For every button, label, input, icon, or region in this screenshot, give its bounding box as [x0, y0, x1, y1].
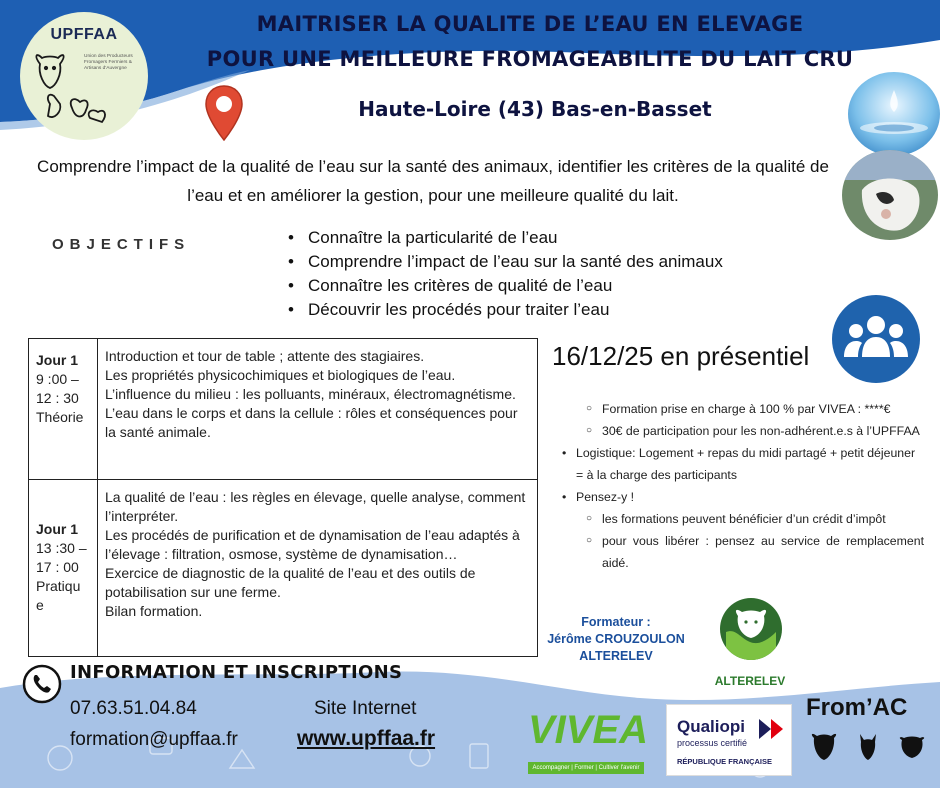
objectives-label: OBJECTIFS — [52, 236, 191, 253]
location-pin-icon — [203, 84, 245, 142]
people-group-icon — [832, 295, 920, 383]
location: Haute-Loire (43) Bas-en-Basset — [358, 97, 712, 121]
alterelev-name: ALTERELEV — [714, 674, 786, 688]
phone-icon — [22, 664, 62, 704]
cow-head-icon — [812, 734, 836, 760]
trainer-label: Formateur : — [581, 615, 651, 629]
list-item: • Connaître les critères de qualité de l’eau — [288, 274, 723, 298]
list-item: ○ pour vous libérer : pensez au service de remplacement aidé. — [560, 530, 924, 574]
vivea-wordmark: VIVEA — [528, 708, 649, 752]
objectives-list — [288, 226, 723, 322]
schedule-line: Exercice de diagnostic de la qualité de l’eau et des outils de potabilisation sur une ferme. — [105, 565, 476, 600]
intro-text: Comprendre l’impact de la qualité de l’eau sur la santé des animaux, identifier les critères de la qualité de l’eau et en améliorer la gestion, pour une meilleure qualité du lait. — [37, 157, 829, 205]
schedule-line: Les procédés de purification et de dynamisation de l’eau adaptés à l’élevage : filtration, osmose, système de dynamisation… — [105, 527, 520, 562]
trainer-org: ALTERELEV — [579, 649, 653, 663]
site-label: Site Internet — [314, 698, 417, 719]
title-line-2: POUR UNE MEILLEURE FROMAGEABILITE DU LAIT CRU — [206, 47, 854, 71]
vivea-tagline: Accompagner | Former | Cultiver l'avenir — [528, 762, 644, 774]
schedule-type: Théorie — [36, 409, 84, 425]
practical-info-list — [560, 398, 924, 574]
schedule-day: Jour 1 — [36, 521, 79, 537]
schedule-line: L’influence du milieu : les polluants, minéraux, électromagnétisme. — [105, 386, 516, 402]
qualiopi-logo — [666, 704, 792, 776]
schedule-time: 12 : 30 — [36, 390, 79, 406]
list-item: • Pensez-y ! — [560, 486, 924, 508]
list-item: ○ 30€ de participation pour les non-adhérent.e.s à l’UPFFAA — [560, 420, 924, 442]
water-splash-photo — [848, 72, 940, 156]
fromac-logo: From’AC — [806, 694, 908, 721]
fromac-animals-icon — [808, 728, 934, 764]
schedule-time: 9 :00 – — [36, 371, 79, 387]
goat-head-icon — [860, 734, 876, 760]
schedule-line: L’eau dans le corps et dans la cellule : rôles et conséquences pour la santé animale. — [105, 405, 518, 440]
list-item: • Logistique: Logement + repas du midi partagé + petit déjeuner = à la charge des participants — [560, 442, 924, 486]
trainer-name: Jérôme CROUZOULON — [547, 632, 685, 646]
schedule-time: 17 : 00 — [36, 559, 79, 575]
title-line-1: MAITRISER LA QUALITE DE L’EAU EN ELEVAGE — [256, 12, 804, 36]
schedule-day-cell — [29, 480, 98, 657]
list-item: • Découvrir les procédés pour traiter l’eau — [288, 298, 723, 322]
schedule-table — [28, 338, 538, 657]
schedule-day-cell — [29, 339, 98, 480]
list-item: ○ Formation prise en charge à 100 % par VIVEA : ****€ — [560, 398, 924, 420]
site-link[interactable]: www.upffaa.fr — [297, 727, 436, 750]
logo-name: UPFFAA — [50, 26, 118, 43]
list-item: • Comprendre l’impact de l’eau sur la santé des animaux — [288, 250, 723, 274]
cow-photo — [842, 150, 938, 240]
contact-heading: INFORMATION ET INSCRIPTIONS — [70, 662, 403, 683]
schedule-type: e — [36, 597, 44, 613]
contact-phone[interactable]: 07.63.51.04.84 — [70, 698, 197, 719]
qualiopi-arrows-icon — [759, 719, 787, 739]
schedule-desc-cell — [98, 339, 538, 480]
schedule-line: La qualité de l’eau : les règles en élevage, quelle analyse, comment l’interpréter. — [105, 489, 526, 524]
session-date: 16/12/25 en présentiel — [552, 341, 810, 371]
schedule-line: Les propriétés physicochimiques et biologiques de l’eau. — [105, 367, 456, 383]
table-row — [29, 480, 538, 657]
schedule-type: Pratiqu — [36, 578, 81, 594]
list-item: ○ les formations peuvent bénéficier d’un crédit d’impôt — [560, 508, 924, 530]
schedule-day: Jour 1 — [36, 352, 79, 368]
qualiopi-name: Qualiopi — [677, 717, 745, 736]
schedule-line: Bilan formation. — [105, 603, 203, 619]
table-row — [29, 339, 538, 480]
qualiopi-republic: RÉPUBLIQUE FRANÇAISE — [677, 757, 773, 766]
schedule-line: Introduction et tour de table ; attente des stagiaires. — [105, 348, 425, 364]
list-item: • Connaître la particularité de l’eau — [288, 226, 723, 250]
vivea-logo — [528, 700, 649, 780]
contact-email[interactable]: formation@upffaa.fr — [70, 729, 238, 750]
qualiopi-subtitle: processus certifié — [677, 738, 748, 748]
schedule-time: 13 :30 – — [36, 540, 87, 556]
schedule-desc-cell — [98, 480, 538, 657]
sheep-head-icon — [900, 737, 924, 759]
logo-tagline: Union des Producteurs Fromagers Fermiers & Artisans d'Auvergne — [84, 54, 133, 71]
upffaa-logo — [20, 12, 148, 140]
